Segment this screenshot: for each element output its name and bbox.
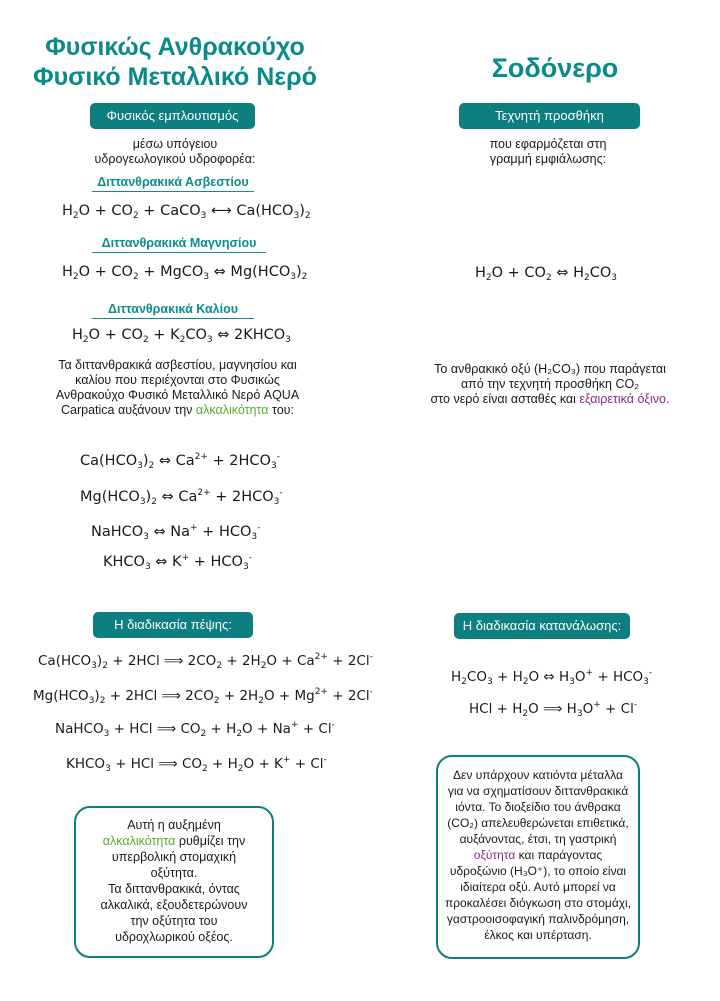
left-title-line2: Φυσικό Μεταλλικό Νερό (33, 63, 317, 91)
magnesium-heading: Διττανθρακικά Μαγνησίου (92, 236, 266, 253)
right-box-line6 (438, 847, 638, 863)
via-line2: υδρογεωλογικού υδροφορέα: (94, 152, 256, 166)
right-title: Σοδόνερο (491, 53, 619, 83)
potassium-equation: $H_2O + CO_2 + K_2CO_3$ ⇔ $2KHCO_3$ (72, 327, 291, 345)
left-box-line2-b: ρυθμίζει την (175, 834, 246, 848)
via-aquifer-text (60, 137, 290, 167)
right-para-line3 (420, 392, 680, 407)
digestion-eq-ca: $Ca(HCO_3)_2 + 2HCl$ ⟹ $2CO_2 + 2H_2O + Ca^{2+} + 2Cl^-$ (38, 652, 373, 671)
left-paragraph (45, 358, 310, 418)
left-box-line3: υπερβολική στομαχική (111, 850, 237, 864)
right-box-line11: έλκος και υπέρταση. (484, 928, 592, 942)
magnesium-equation: $H_2O + CO_2$ + MgCO$_3$ ⇔ $Mg(HCO_3)_2$ (62, 264, 308, 282)
via-line1: μέσω υπόγειου (132, 137, 218, 151)
natural-enrichment-pill: Φυσικός εμπλουτισμός (90, 103, 255, 129)
right-box-line3: ιόντα. Το διοξείδιο του άνθρακα (455, 800, 621, 814)
extremely-acidic-highlight: εξαιρετικά όξινο. (579, 392, 670, 406)
left-box-line4: οξύτητα. (150, 866, 198, 880)
dissociation-ca: $Ca(HCO_3)_2$ ⇔ $Ca^{2+} + 2HCO_3^-$ (80, 452, 280, 471)
right-box-line4: (CO₂) απελευθερώνεται επιθετικά, (447, 816, 629, 830)
right-para-line1: Το ανθρακικό οξύ (H₂CO₃) που παράγεται (434, 362, 666, 376)
left-para-line1: Τα διττανθρακικά ασβεστίου, μαγνησίου και (58, 358, 297, 372)
left-box-line7: την οξύτητα του (130, 914, 218, 928)
calcium-heading: Διττανθρακικά Ασβεστίου (92, 175, 254, 192)
artificial-addition-pill: Τεχνητή προσθήκη (459, 103, 640, 129)
right-info-box (436, 755, 640, 959)
alkalinity-highlight: αλκαλικότητα (195, 403, 269, 417)
left-title (20, 32, 330, 92)
right-para-line2: από την τεχνητή προσθήκη CO₂ (460, 377, 640, 391)
left-para-line4-a: Carpatica αυξάνουν την (61, 403, 196, 417)
applied-line1: που εφαρμόζεται στη (489, 137, 607, 151)
digestion-eq-mg: $Mg(HCO_3)_2 + 2HCl$ ⟹ $2CO_2 + 2H_2O + Mg^{2+} + 2Cl^-$ (33, 687, 373, 706)
digestion-pill: Η διαδικασία πέψης: (93, 612, 253, 638)
left-info-box (74, 806, 274, 958)
potassium-heading: Διττανθρακικά Καλίου (92, 302, 254, 319)
consumption-eq-2: HCl + $H_2O$ ⟹ $H_3O^+ + Cl^-$ (469, 700, 638, 719)
applied-line2: γραμμή εμφιάλωσης: (489, 152, 607, 166)
right-paragraph (420, 362, 680, 407)
digestion-eq-na: NaHCO$_3$ + HCl ⟹ $CO_2 + H_2O + Na^+ + Cl^-$ (55, 720, 335, 739)
left-para-line4 (45, 403, 310, 418)
dissociation-k: $KHCO_3$ ⇔ $K^+ + HCO_3^-$ (103, 553, 252, 572)
applied-text (438, 137, 658, 167)
right-box-line10: γαστροοισοφαγική παλινδρόμηση, (446, 912, 630, 926)
dissociation-na: NaHCO$_3$ ⇔ $Na^+ + HCO_3^-$ (91, 523, 261, 542)
left-box-line5: Τα διττανθρακικά, όντας (108, 882, 240, 896)
calcium-equation: $H_2O + CO_2$ + CaCO$_3$ ⟷ $Ca(HCO_3)_2$ (62, 203, 311, 221)
digestion-eq-k: $KHCO_3$ + HCl ⟹ $CO_2 + H_2O + K^+ + Cl^-$ (66, 755, 327, 774)
left-box-line1: Αυτή η αυξημένη (127, 818, 221, 832)
left-para-line2: καλίου που περιέχονται στο Φυσικώς (75, 373, 280, 387)
acidity-highlight: οξύτητα (473, 848, 516, 862)
left-box-line6: αλκαλικά, εξουδετερώνουν (100, 898, 248, 912)
left-para-line4-b: του: (268, 403, 294, 417)
box-alkalinity-highlight: αλκαλικότητα (102, 834, 176, 848)
right-box-line7: υδροξώνιο (H₃O⁺), το οποίο είναι (449, 864, 627, 878)
right-box-line9: προκαλέσει διόγκωση στο στομάχι, (444, 896, 632, 910)
carbonic-acid-equation: $H_2O + CO_2$ ⇔ $H_2CO_3$ (475, 265, 617, 283)
right-box-line6-b: και παράγοντας (515, 848, 603, 862)
right-box-line8: ιδιαίτερα οξύ. Αυτό μπορεί να (460, 880, 616, 894)
right-para-line3-a: στο νερό είναι ασταθές και (430, 392, 580, 406)
left-para-line3: Ανθρακούχο Φυσικό Μεταλλικό Νερό AQUA (55, 388, 300, 402)
consumption-eq-1: $H_2CO_3 + H_2O$ ⇔ $H_3O^+ + HCO_3^-$ (451, 668, 653, 687)
consumption-pill: Η διαδικασία κατανάλωσης: (454, 613, 630, 639)
dissociation-mg: $Mg(HCO_3)_2$ ⇔ $Ca^{2+} + 2HCO_3^-$ (80, 488, 283, 507)
right-box-line1: Δεν υπάρχουν κατιόντα μέταλλα (453, 768, 623, 782)
left-box-line2 (76, 833, 272, 849)
right-box-line5: αυξάνοντας, έτσι, τη γαστρική (459, 832, 617, 846)
left-title-line1: Φυσικώς Ανθρακούχο (45, 33, 305, 61)
left-box-line8: υδροχλωρικού οξέος. (115, 930, 233, 944)
right-box-line2: για να σχηματίσουν διττανθρακικά (447, 784, 629, 798)
